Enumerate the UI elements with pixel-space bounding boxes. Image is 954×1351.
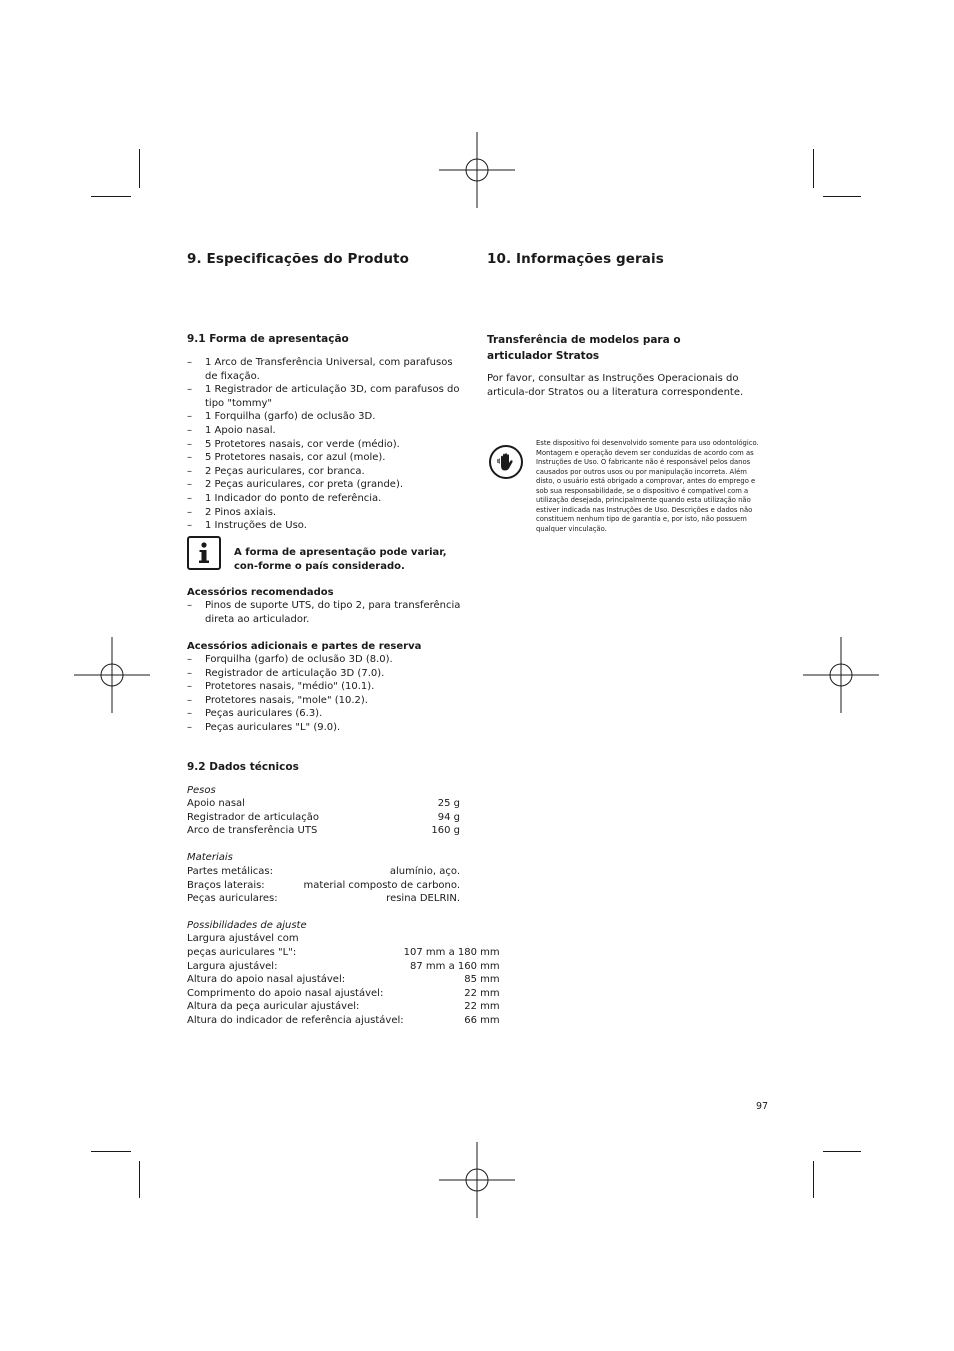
row-value: 107 mm a 180 mm [403,947,500,958]
list-item: – 2 Peças auriculares, cor preta (grande). [187,478,462,492]
list-item: – 1 Registrador de articulação 3D, com parafusos do tipo "tommy" [187,383,462,410]
spare-parts-list [187,653,462,735]
list-item: – Protetores nasais, "médio" (10.1). [187,680,462,694]
list-item: – 2 Peças auriculares, cor branca. [187,465,462,479]
table-row [187,973,500,987]
row-value: 87 mm a 160 mm [410,960,500,972]
subsection-title-packaging: 9.1 Forma de apresentação [187,333,349,345]
list-item: – 2 Pinos axiais. [187,506,462,520]
info-icon [187,536,221,570]
crop-mark-icon [139,149,140,188]
crop-mark-icon [91,1151,131,1152]
row-value: 160 g [431,825,460,837]
row-label: Partes metálicas: [187,866,273,877]
page-number: 97 [756,1101,769,1112]
liability-notice: Este dispositivo foi desenvolvido somente para uso odontológico. Montagem e operação devem ser conduzidas de acordo com as Instruções de Uso. O fabricante não é responsável pelos danos causados por outros usos ou por manipulação incorreta. Além disto, o usuário está obrigado a comprovar, antes do emprego e sob sua responsabilidade, se o dispositivo é compatível com a utilização desejada, principalmente quando esta utilização não estiver indicada nas Instruções de Uso. Descrições e dados não constituem nenhum tipo de garantia e, por isto, não possuem qualquer vinculação. [536,439,759,533]
materials-title: Materiais [187,852,233,863]
table-row [187,892,460,906]
list-item: – Pinos de suporte UTS, do tipo 2, para transferência direta ao articulador. [187,599,462,626]
crop-mark-icon [813,149,814,188]
list-item: – 1 Indicador do ponto de referência. [187,492,462,506]
list-item: – Peças auriculares "L" (9.0). [187,721,462,735]
crop-mark-icon [823,1151,861,1152]
registration-mark-icon [74,637,150,713]
list-item: – 1 Apoio nasal. [187,424,462,438]
row-label: Arco de transferência UTS [187,825,318,837]
row-value: 22 mm [464,987,500,999]
table-row [187,811,460,825]
table-row [187,797,460,811]
list-item: – 1 Instruções de Uso. [187,519,462,533]
table-row [187,1014,500,1028]
crop-mark-icon [823,196,861,197]
row-label: Comprimento do apoio nasal ajustável: [187,987,384,999]
spare-parts-title: Acessórios adicionais e partes de reserva [187,641,422,652]
row-value: 22 mm [464,1001,500,1013]
list-item: – 5 Protetores nasais, cor verde (médio). [187,438,462,452]
materials-table [187,865,460,906]
table-row [187,879,460,893]
adjustments-intro: Largura ajustável com [187,933,299,944]
row-value: 25 g [437,798,460,809]
list-item: – Peças auriculares (6.3). [187,707,462,721]
subsection-title-tech-data: 9.2 Dados técnicos [187,761,299,773]
row-label: Largura ajustável: [187,960,278,972]
row-label: peças auriculares "L": [187,947,297,958]
crop-mark-icon [139,1161,140,1198]
row-label: Apoio nasal [187,798,245,809]
list-item: – Forquilha (garfo) de oclusão 3D (8.0). [187,653,462,667]
list-item: – 1 Forquilha (garfo) de oclusão 3D. [187,410,462,424]
hand-stop-icon [489,445,523,479]
registration-mark-icon [439,1142,515,1218]
table-row [187,987,500,1001]
transfer-paragraph: Por favor, consultar as Instruções Operacionais do articula-dor Stratos ou a literatura correspondente. [487,373,744,398]
list-item: – Registrador de articulação 3D (7.0). [187,667,462,681]
table-row [187,1000,500,1014]
table-row [187,946,500,960]
list-item: – 5 Protetores nasais, cor azul (mole). [187,451,462,465]
packaging-list [187,356,462,533]
subsection-title-transfer: Transferência de modelos para o articulador Stratos [487,334,681,362]
crop-mark-icon [91,196,131,197]
row-label: Altura do indicador de referência ajustável: [187,1014,404,1026]
row-value: resina DELRIN. [386,893,460,905]
row-value: 94 g [437,811,460,823]
table-row [187,865,460,879]
weights-title: Pesos [187,785,216,796]
adjustments-table [187,946,500,1028]
registration-mark-icon [439,132,515,208]
table-row [187,960,500,974]
info-note: A forma de apresentação pode variar, con-forme o país considerado. [234,547,447,572]
row-value: 66 mm [464,1014,500,1026]
row-value: 85 mm [464,974,500,986]
row-label: Peças auriculares: [187,893,278,905]
adjustments-title: Possibilidades de ajuste [187,920,307,931]
section-title-specs: 9. Especificações do Produto [187,251,409,267]
row-value: material composto de carbono. [303,879,460,891]
recommended-accessories-title: Acessórios recomendados [187,587,334,598]
section-title-general-info: 10. Informações gerais [487,251,664,267]
table-row [187,824,460,838]
row-label: Altura do apoio nasal ajustável: [187,974,346,986]
row-value: alumínio, aço. [389,866,460,877]
list-item: – 1 Arco de Transferência Universal, com parafusos de fixação. [187,356,462,383]
weights-table [187,797,460,838]
registration-mark-icon [803,637,879,713]
recommended-accessories-list [187,599,462,626]
list-item: – Protetores nasais, "mole" (10.2). [187,694,462,708]
row-label: Altura da peça auricular ajustável: [187,1001,360,1013]
row-label: Registrador de articulação [187,811,320,823]
row-label: Braços laterais: [187,879,265,891]
crop-mark-icon [813,1161,814,1198]
